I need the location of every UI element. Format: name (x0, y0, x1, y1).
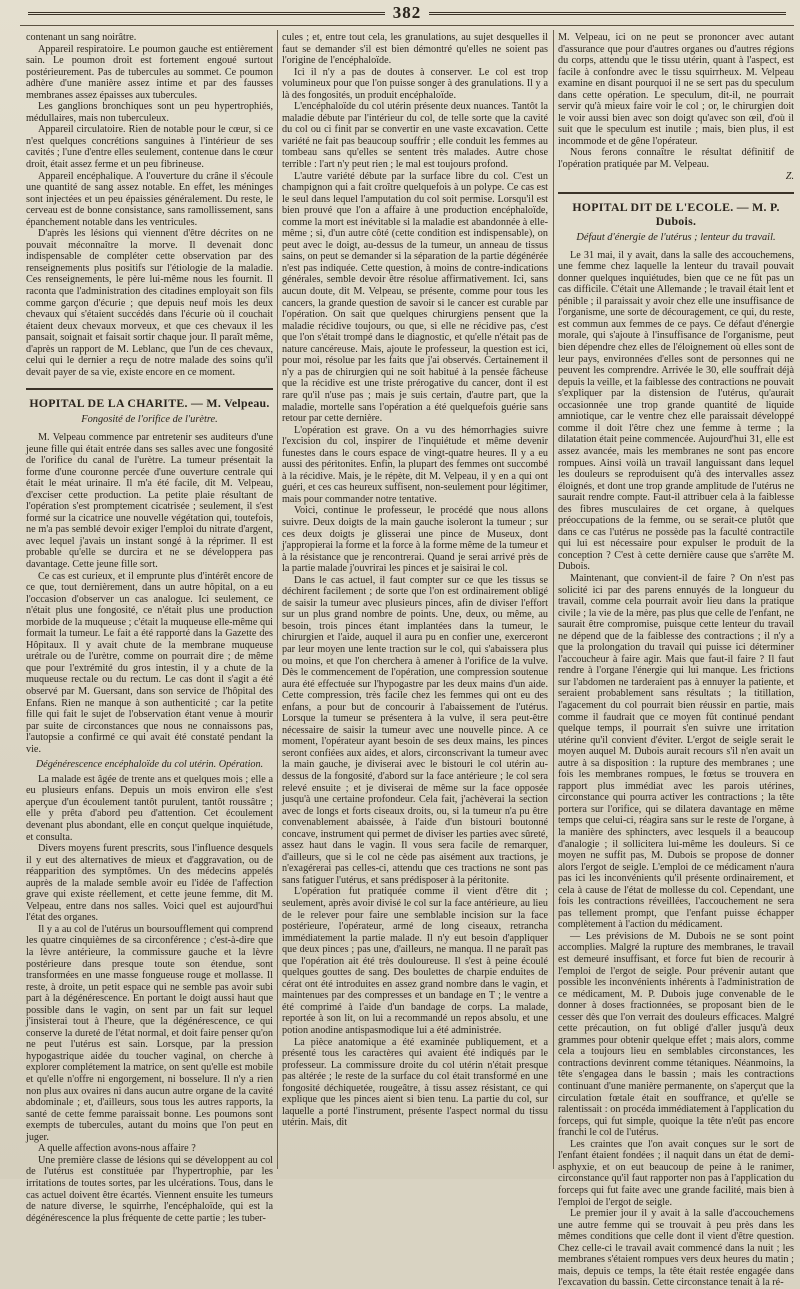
section-subtitle: Fongosité de l'orifice de l'urètre. (81, 414, 218, 426)
paragraph: Le 31 mai, il y avait, dans la salle des accouchemens, une femme chez laquelle la lenteur du travail pouvait donner quelques inquiétudes, bien que ce ne fût pas un cas difficile. C'était une Allemande ; le travail était lent et pénible ; il paraissait y avoir chez elle une insuffisance de l'organisme, une sorte de découragement, ce qui, du reste, est commun aux femmes de ce pays. Ce défaut d'énergie morale, qui s'ajoute à l'insuffisance de l'organisme, peut bien dépendre chez elles de l'éloignement où elles sont de leur pays, environnées d'elles sont de personnes qui ne peuvent les comprendre. Arrivée le 30, elle souffrait déjà depuis la veille, et la faiblesse des contractions ne pouvait s'expliquer par la distension de l'utérus, qu'aurait occasionnée une trop grande quantité de liquide amniotique, car le ventre chez elle paraissait développé comme il doit l'être chez une femme à terme ; la dilatation était peine commencée. Aujourd'hui 31, elle est assez avancée, mais les membranes ne sont pas encore rompues. Ainsi voilà un travail languissant dans lequel les douleurs se reproduisent qu'à des intervalles assez éloignés, et dont une trop grande amplitude de l'utérus ne saurait rendre compte. Faut-il attribuer cela à la faiblesse des fibres musculaires de cet organe, à quelques préoccupations de la femme, ou se serait-ce plutôt que dans ce cas l'utérus ne possède pas la faculté contractile qui lui est nécessaire pour expulser le produit de la conception ? C'est à cette dernière cause que s'arrête M. Dubois. (558, 249, 794, 573)
paragraph: Les ganglions bronchiques sont un peu hypertrophiés, médullaires, mais non tuberculeux. (26, 101, 273, 124)
paragraph: Divers moyens furent prescrits, sous l'influence desquels il y eut des alternatives de mieux et d'aggravation, ou de réapparition des symptômes. Un des médecins appelés auprès de la malade semble avoir eu l'idée de l'affection grave qui existe réellement, et cette jeune femme, dit M. Velpeau, entre dans nos salles. Voici quel est aujourd'hui l'état des organes. (26, 843, 273, 924)
column-divider (277, 30, 278, 1169)
case-subhead: Dégénérescence encéphaloïde du col utérin. Opération. (35, 759, 264, 771)
header-underline (20, 25, 794, 26)
section-title: HOPITAL DE LA CHARITE. — M. Velpeau. (26, 388, 273, 410)
paragraph: M. Velpeau, ici on ne peut se prononcer avec autant d'assurance que pour d'autres organes ou d'autres régions du corps, attendu que le tissu utérin, quant à l'aspect, est facile à confondre avec le tissu squirrheux. M. Velpeau examine en disant pourquoi il ne se sert pas du speculum dans cette opération. Le speculum, dit-il, ne pourrait servir qu'à mieux faire voir le col ; or, le chirurgien doit le voir aussi bien avec son doigt qu'avec son œil, d'où il suit que le speculum est inutile ; mais, bien plus, il est incommode et de gêne l'opérateur. (558, 32, 794, 147)
paragraph: Dans le cas actuel, il faut compter sur ce que les tissus se déchirent facilement ; de sorte que l'on est ordinairement obligé de saisir la tumeur avec plusieurs pinces, afin de diviser l'effort sur un plus grand nombre de points. Une, deux, ou même, au besoin, trois pinces étant implantées dans la tumeur, le chirurgien et l'aide, auquel il aura pu en confier une, exerceront par leur moyen une lente traction sur le col, qui s'abaissera plus ou moins, et que l'on cherchera à amener à l'orifice de la vulve. Dès le commencement de l'opération, une compression soutenue aura été effectuée sur l'hypogastre par les deux mains d'un aide. Cette compression, très facile chez les femmes qui ont eu des enfans, a pour but de concourir à l'abaissement de l'utérus. Lorsque la tumeur se présentera à la vulve, il sera peut-être nécessaire de saisir la tumeur avec une nouvelle pince. A ce moment, l'opérateur ayant besoin de ses deux mains, les pinces seront confiées aux aides, et alors, circonscrivant la tumeur avec la main gauche, je diviserai avec le bistouri le col utérin au-dessus de la fongosité, d'abord sur la face antérieure ; le col sera relevé ensuite ; et je diviserai de même sur la face opposée jusqu'à une certaine profondeur. Cela fait, j'achèverai la section avec de longs et forts ciseaux droits, ou, si la tumeur n'a pu être convenablement abaissée, à l'aide d'un bistouri boutonné concave, instrument qui permet de diviser les parties avec sûreté, assez haut dans le vagin. Il vous sera facile de remarquer, d'ailleurs, que si le col ne cède pas aisément aux tractions, je n'exagérerai pas celles-ci, attendu que ces tractions ne sont pas sans fatiguer l'utérus, et sans prédisposer à la péritonite. (282, 574, 548, 886)
paragraph: cules ; et, entre tout cela, les granulations, au sujet desquelles il faut se demander s'il est bien démontré qu'elles ne soient pas l'origine de l'encéphaloïde. (282, 32, 548, 67)
header-rule-right (429, 12, 786, 15)
column-2 (282, 32, 548, 1173)
paragraph: A quelle affection avons-nous affaire ? (38, 1143, 196, 1155)
page-header (20, 2, 794, 24)
paragraph: Appareil encéphalique. A l'ouverture du crâne il s'écoule une quantité de sang assez notable. En effet, les méninges sont injectées et un peu épaissies généralement. Du reste, le cerveau est de bonne consistance, sans ramollissement, sans épanchement notable dans les ventricules. (26, 170, 273, 228)
paragraph: D'après les lésions qui viennent d'être décrites on ne pouvait méconnaître la morve. Il devenait donc indispensable de compléter cette observation par des renseignements plus positifs sur l'étiologie de la maladie. Ces renseignements, le père lui-même nous les fournit. Il raconta que l'administration des citadines employait son fils comme garçon d'écurie ; que depuis neuf mois les deux chevaux qui s'étaient succédés dans l'écurie où il couchait étaient deux chevaux morveux, et que ces chevaux il les pansait, soignait et faisait sortir chaque jour. Il paraît même, d'après un rapport de M. Leblanc, que l'un de ces chevaux, celui qui le dernier a reçu de notre malade des soins qu'il devait payer de sa vie, existe encore en ce moment. (26, 228, 273, 378)
paragraph: Ce cas est curieux, et il emprunte plus d'intérêt encore de ce que, tout dernièrement, dans un autre hôpital, on a eu l'occasion d'observer un cas analogue. Ici seulement, ce n'était plus une fongosité, ce n'était plus une production morbide de la muqueuse ; c'était la muqueuse elle-même qui formait la tumeur. Le fait a été rapporté dans la Gazette des Hôpitaux. Il y avait chute de la membrane muqueuse urétrale ou de l'urètre, comme on pourrait dire ; de même que pour l'extrémité du gros intestin, il y a chute de la muqueuse rectale ou du rectum. Le cas dont il s'agit a été observé par M. Guersant, dans son service de l'hôpital des Enfans. Rien ne manque à son authenticité ; car la petite fille qui fait le sujet de l'observation étant venue à mourir par suite de circonstances que nous ne connaissons pas, l'autopsie a confirmé ce qui avait été constaté pendant la vie. (26, 570, 273, 755)
paragraph: Le premier jour il y avait à la salle d'accouchemens une autre femme qui se trouvait à peu près dans les mêmes conditions que celle dont il vient d'être question. Chez celle-ci le travail avait commencé dans la nuit ; les membranes s'étaient rompues vers deux heures du matin ; mais, depuis ce temps, la tête était restée engagée dans l'excavation du bassin. Cette circonstance tenait à la ré- (558, 1208, 794, 1289)
section-subtitle: Défaut d'énergie de l'utérus ; lenteur du travail. (576, 232, 776, 244)
paragraph: M. Velpeau commence par entretenir ses auditeurs d'une jeune fille qui était entrée dans ses salles avec une fongosité de l'orifice du canal de l'urètre. La tumeur présentait la forme d'une couronne percée d'une ouverture centrale qui était le méat urinaire. Il m'a été facile, dit M. Velpeau, d'exciser cette production. La petite plaie résultant de l'opération s'est promptement cicatrisée ; seulement, il s'est formé sur la cicatrice une nouvelle végétation qui, toutefois, ne m'a pas semblé devoir exiger l'emploi du nitrate d'argent, avec lequel j'avais un instant songé à la réprimer. Il est probable qu'elle se durcira et ne se développera pas davantage. Cette jeune fille sort. (26, 431, 273, 570)
paragraph: Nous ferons connaître le résultat définitif de l'opération pratiquée par M. Velpeau. (558, 147, 794, 171)
paragraph: Une première classe de lésions qui se développent au col de l'utérus est constituée par l'hypertrophie, par les irritations de toutes sortes, par les ulcérations. Tous, dans le cas actuel doivent être écartés. Viennent ensuite les tumeurs de nature diverse, le squirrhe, l'encéphaloïde, qui est la dégénérescence la plus fréquente de cette partie ; les tuber- (26, 1154, 273, 1224)
paragraph: L'opération est grave. On a vu des hémorrhagies suivre l'excision du col, inspirer de l'inquiétude et même devenir funestes dans le cours espace de vingt-quatre heures. Il y a eu aussi des péritonites. Enfin, la plupart des femmes ont succombé à la récidive. Mais, je le répète, dit M. Velpeau, il y en a qui ont guéri, et ces cas heureux suffisent, non-seulement pour légitimer, mais pour commander notre tentative. (282, 424, 548, 505)
paragraph: Appareil respiratoire. Le poumon gauche est entièrement sain. Le poumon droit est fortement engoué surtout postérieurement. Pas de tubercules au sommet. Ce poumon adhère d'une manière assez intime et par des fausses membranes assez épaisses aux tubercules. (26, 43, 273, 101)
signature: Z. (785, 170, 794, 182)
paragraph: Maintenant, que convient-il de faire ? On n'est pas solicité ici par des parens ennuyés de la longueur du travail, comme cela pourrait avoir lieu dans la pratique civile ; la vie de la mère, pas plus que celle de l'enfant, ne saurait être compromise, puisque cette lenteur du travail ne dépend que de la faiblesse des contractions ; il n'y a que la prolongation du travail qui puisse ici déterminer l'accoucheur à faire agir. Mais que faut-il faire ? Il faut rendre à l'organe l'énergie qui lui manque. Les frictions sur l'abdomen ne tarderaient pas à ennuyer la patiente, et seraient probablement sans résultats ; la titillation, l'agacement du col pourrait bien réussir en partie, mais comme il faudrait que ce moyen fût continué pendant quelque temps, il pourrait s'en suivre une irritation utérine qu'il convient d'éviter. L'ergot de seigle serait le moyen auquel M. Dubois aurait recours s'il n'en avait un autre à sa disposition : la rupture des membranes ; une fois les membranes rompues, le fœtus se trouvera en rapport plus immédiat avec les parois utérines, circonstance qui pourra activer les contractions ; la tête portera sur l'orifice, qui se dilatera davantage en même temps que celui-ci, réagira sans sur le reste de l'organe, à la manière des sphincters, avec lesquels il a beaucoup d'analogie ; il sollicitera lui-même les douleurs. Si ce moyen ne suffit pas, M. Dubois se propose de donner alors l'ergot de seigle. L'emploi de ce médicament n'aura pas ici les inconvénients qu'il présente ordinairement, et cela à cause de l'état de mollesse du col. Cependant, une fois les contractions réveillées, l'accouchement ne sera pas tellement prompt, que l'enfant puisse échapper complètement à l'action du médicament. (558, 572, 794, 931)
column-3 (558, 32, 794, 1289)
paragraph: Voici, continue le professeur, le procédé que nous allons suivre. Deux doigts de la main gauche isoleront la tumeur ; sur ces deux doigts je glisserai une pince de Museux, dont j'appropierai la forme et la force à la forme même de la tumeur et à la résistance que je rencontrerai. Quand je serai arrivé près de la partie malade j'ouvrirai les pinces et je saisirai le col. (282, 505, 548, 575)
column-divider (553, 30, 554, 1169)
header-rule-left (28, 12, 385, 15)
page-number: 382 (392, 3, 422, 22)
paragraph: Ici il n'y a pas de doutes à conserver. Le col est trop volumineux pour que l'on puisse songer à des granulations. Il y a là des fongosités, un produit encéphaloïde. (282, 66, 548, 101)
paragraph: La malade est âgée de trente ans et quelques mois ; elle a eu plusieurs enfans. Depuis un mois environ elle s'est aperçue d'un écoulement tantôt purulent, tantôt roussâtre ; elle y prêta d'abord peu d'attention. Cet écoulement devenant plus abondant, elle en conçut quelque inquiétude, et consulta. (26, 773, 273, 843)
paragraph: Il y a au col de l'utérus un boursoufflement qui comprend les quatre cinquièmes de sa circonférence ; c'est-à-dire que la lèvre antérieure, la commissure gauche et la lèvre postérieure dans presque toute son étendue, sont transformées en une masse fongueuse rouge et mollasse. Il reste, à droite, un petit espace qui ne semble pas avoir subi part à la dégénérescence. En portant le doigt aussi haut que possible dans le vagin, on sent par un fait sur lequel j'insisterai tout à l'heure, que la dégénérescence, ce qui conserve la dureté de l'état normal, et doit faire penser qu'on ne peut l'utérus est sain. Lorsque, par la pression hypogastrique aidée du toucher vaginal, on cherche à explorer complétement la matrice, on sent qu'elle est mobile et qu'elle n'offre ni engorgement, ni bosselure. Il n'y a rien non plus aux ovaires ni dans aucun autre organe de la cavité abdominale ; et, d'ailleurs, sous tous les autres rapports, la santé de cette femme paraissait bonne. Les poumons sont exempts de tubercules, autant du moins que l'on peut en juger. (26, 923, 273, 1143)
paragraph: L'autre variété débute par la surface libre du col. C'est un champignon qui a fait croître quelquefois à un polype. Ce cas est le seul dans lequel l'amputation du col soit permise. Lorsqu'il est bien prouvé que l'on a affaire à une production encéphaloïde, comme la mort est inévitable si la maladie est abandonnée à elle-même ; si, d'un autre côté (cette condition est indispensable), on peut avec le doigt, au-dessus de la tumeur, un anneau de tissus sains, on peut se demander si la séparation de la partie dégénérée n'est pas indiquée. Cette question, à moins de contre-indications générales, semble devoir être résolue affirmativement. Ici, sans aucun doute, dit M. Velpeau, se présente, comme pour tous les cancers, la grande question de savoir si le cancer est curable par l'opération. On sait que quelques chirurgiens pensent que la maladie récidive toujours, ou que, si elle ne récidive pas, c'est que l'on s'était trompé dans le diagnostic, et qu'elle n'était pas de nature cancéreuse. Mais, ajoute le professeur, la question est ici, pour moi, résolue par les faits que j'ai observés. Certainement il n'y a pas de chirurgien qui ne soit habitué à la pensée fâcheuse que la récidive est une triste prérogative du cancer, dont il est rare qu'il n'use pas ; mais je suis certain, d'autre part, que la maladie, mortelle sans l'opération a été quelquefois guérie sans retour par cette dernière. (282, 170, 548, 425)
paragraph: Appareil circulatoire. Rien de notable pour le cœur, si ce n'est quelques concrétions sanguines à l'intérieur de ses cavités ; l'une d'entre elles seulement, contenue dans le cœur droit, était assez ferme et un peu fibrineuse. (26, 124, 273, 171)
column-1 (26, 32, 273, 1224)
paragraph: La pièce anatomique a été examinée publiquement, et a présenté tous les caractères qui avaient été indiqués par le professeur. La commissure droite du col utérin n'était presque pas altérée ; le reste de la surface du col était transformé en une fongosité déchiquetée, rougeâtre, à tissu assez résistant, ce qui explique que les pinces aient si bien tenu. La partie du col, sur laquelle a porté l'instrument, présente l'aspect normal du tissu utérin. Mais, dit (282, 1036, 548, 1129)
paragraph: contenant un sang noirâtre. (26, 32, 137, 43)
paragraph: L'opération fut pratiquée comme il vient d'être dit ; seulement, après avoir divisé le col sur la face antérieure, au lieu de le relever pour faire une semblable incision sur la face postérieure, l'opérateur, armé de long ciseaux, retrancha immédiatement la partie malade. Il n'y eut besoin d'appliquer que deux pinces ; pas une, d'ailleurs, ne manqua. Il ne paraît pas que l'opération ait été très douloureuse. Il s'est à peine écoulé quelques gouttes de sang. Des boulettes de charpie enduites de cérat ont été introduites en assez grand nombre dans le vagin, et maintenues par des compresses et un bandage en T ; le ventre a été comprimé à l'aide d'un bandage de corps. La malade, reportée à son lit, on lui a recommandé un repos absolu, et une potion anodine antispasmodique lui a été administrée. (282, 886, 548, 1037)
paragraph: L'encéphaloïde du col utérin présente deux nuances. Tantôt la maladie débute par l'intérieur du col, de telle sorte que la cavité du col ou ci finit par se convertir en une vaste excavation. Cette variété ne fait pas beaucoup souffrir ; elle conduit les femmes au tombeau sans qu'elles se sentent très malades. Autre chose terrible : l'art n'y peut rien ; le mal est toujours profond. (282, 101, 548, 171)
paragraph: Les craintes que l'on avait conçues sur le sort de l'enfant étaient fondées ; il naquit dans un état de demi-asphyxie, et on eut beaucoup de peine à le ranimer, circonstance qu'il faut rapporter non pas à l'application du forceps qui fut faite avec une grande facilité, mais bien à l'emploi de l'ergot de seigle. (558, 1138, 794, 1208)
section-title: HOPITAL DIT DE L'ECOLE. — M. P. Dubois. (558, 192, 794, 228)
paragraph: — Les prévisions de M. Dubois ne se sont point accomplies. Malgré la rupture des membranes, le travail est demeuré insuffisant, et force fut bien de recourir à l'emploi de l'ergot de seigle. Pour prévenir autant que possible les inconvénients inhérents à l'administration de ce médicament, M. P. Dubois juge convenable de le donner à doses fractionnées, se proposant bien de le cesser dès que l'on verrait des douleurs efficaces. Malgré cette précaution, on fut obligé d'aller jusqu'à deux grammes pour obtenir quelque effet ; mais alors, comme cela a toujours lieu en semblables circonstances, les contractions devinrent comme tétaniques. Néanmoins, la tête s'engagea dans le bassin ; mais les contractions continuant d'une manière permanente, on s'aperçut que la circulation fœtale était en souffrance, et qu'elle se ralentissait : on procéda immédiatement à l'application du forceps, qui fut simple, quoique la tête n'eût pas encore franchi le col de l'utérus. (558, 930, 794, 1139)
